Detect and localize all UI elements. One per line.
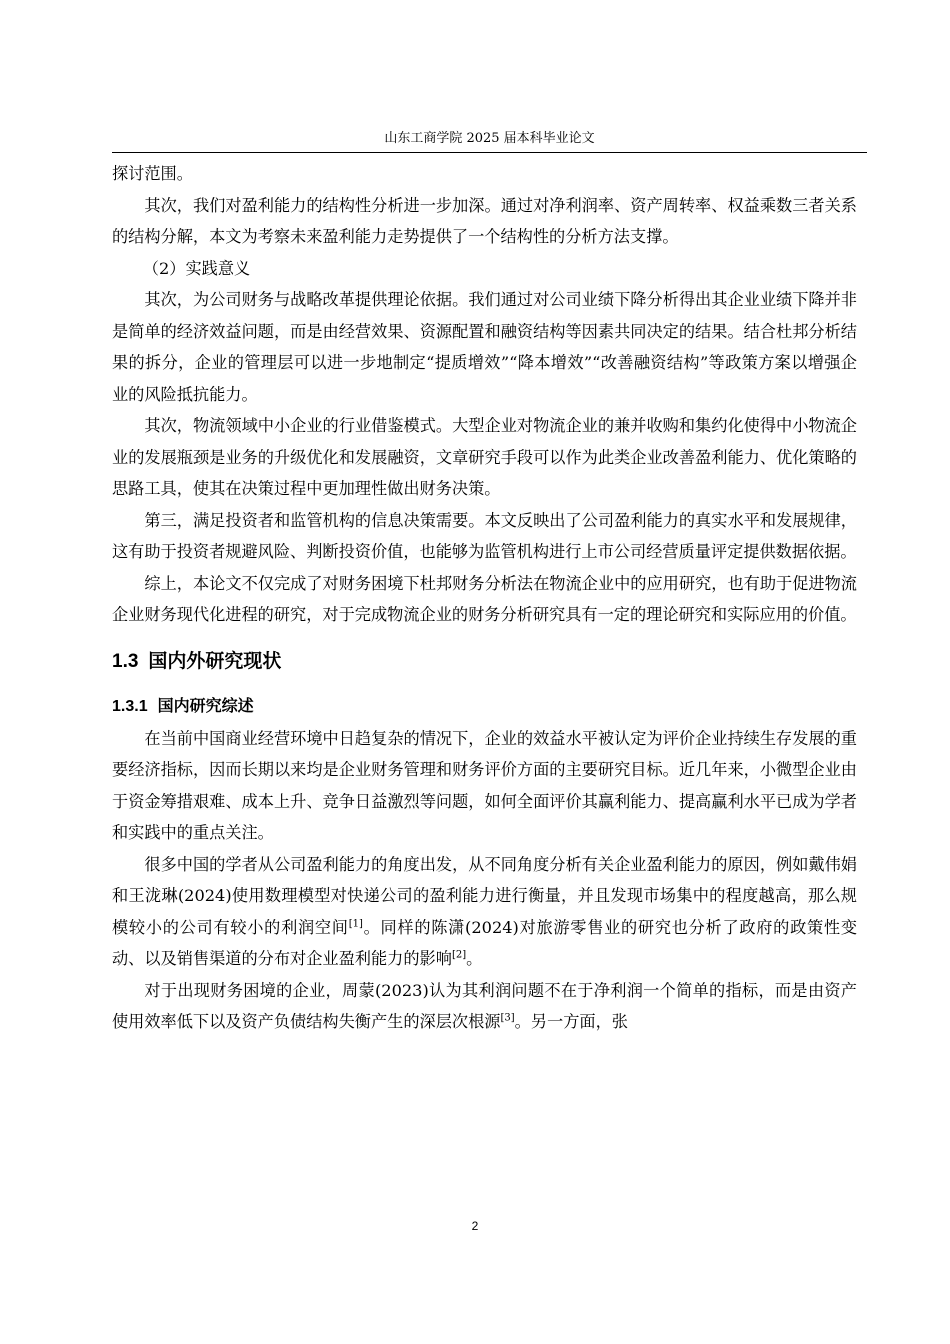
section-number: 1.3 (112, 650, 139, 672)
document-body (112, 158, 857, 1038)
page-number: 2 (471, 1219, 479, 1233)
subsection-title: 国内研究综述 (157, 697, 254, 715)
practice-significance-heading: （2）实践意义 (142, 258, 251, 278)
citation-ref[interactable]: [3] (500, 1012, 515, 1024)
paragraph-text: 对于出现财务困境的企业，周蒙(2023)认为其利润问题不在于净利润一个简单的指标，而是由资产使用效率低下以及资产负债结构失衡产生的深层次根源 (112, 980, 857, 1031)
paragraph: 在当前中国商业经营环境中日趋复杂的情况下，企业的效益水平被认定为评价企业持续生存发展的重要经济指标，因而长期以来均是企业财务管理和财务评价方面的主要研究目标。近几年来，小微型企业由于资金筹措艰难、成本上升、竞争日益激烈等问题，如何全面评价其赢利能力、提高赢利水平已成为学者和实践中的重点关注。 (112, 728, 857, 842)
paragraph-text: 很多中国的学者从公司盈利能力的角度出发，从不同角度分析有关企业盈利能力的原因，例如戴伟娟和王泷琳(2024)使用数理模型对快递公司的盈利能力进行衡量，并且发现市场集中的程度越高，那么规模较小的公司有较小的利润空间 (112, 854, 857, 937)
paragraph (112, 975, 857, 1038)
paragraph: 其次，为公司财务与战略改革提供理论依据。我们通过对公司业绩下降分析得出其企业业绩下降并非是简单的经济效益问题，而是由经营效果、资源配置和融资结构等因素共同决定的结果。结合杜邦分析结果的拆分，企业的管理层可以进一步地制定“提质增效”“降本增效”“改善融资结构”等政策方案以增强企业的风险抵抗能力。 (112, 290, 857, 404)
paragraph (112, 849, 857, 975)
page-header: 山东工商学院 2025 届本科毕业论文 (384, 131, 595, 146)
paragraph-text: 。同样的陈潇(2024)对旅游零售业的研究也分析了政府的政策性变动、以及销售渠道的分布对企业盈利能力的影响 (112, 917, 858, 968)
section-heading (112, 647, 857, 677)
paragraph-text: 。另一方面，张 (514, 1012, 628, 1031)
paragraph: 其次，我们对盈利能力的结构性分析进一步加深。通过对净利润率、资产周转率、权益乘数三者关系的结构分解，本文为考察未来盈利能力走势提供了一个结构性的分析方法支撑。 (112, 195, 857, 246)
citation-ref[interactable]: [1] (348, 918, 363, 930)
section-title: 国内外研究现状 (148, 650, 282, 672)
citation-ref[interactable]: [2] (451, 949, 467, 961)
paragraph: 探讨范围。 (112, 164, 193, 183)
subsection-heading (112, 691, 857, 723)
paragraph: 综上，本论文不仅完成了对财务困境下杜邦财务分析法在物流企业中的应用研究，也有助于促进物流企业财务现代化进程的研究，对于完成物流企业的财务分析研究具有一定的理论研究和实际应用的价值。 (112, 573, 857, 624)
paragraph-text: 。 (466, 949, 483, 968)
paragraph: 第三，满足投资者和监管机构的信息决策需要。本文反映出了公司盈利能力的真实水平和发展规律，这有助于投资者规避风险、判断投资价值，也能够为监管机构进行上市公司经营质量评定提供数据依据。 (112, 510, 857, 561)
header-rule (112, 152, 867, 153)
subsection-number: 1.3.1 (112, 697, 148, 715)
paragraph: 其次，物流领域中小企业的行业借鉴模式。大型企业对物流企业的兼并收购和集约化使得中小物流企业的发展瓶颈是业务的升级优化和发展融资，文章研究手段可以作为此类企业改善盈利能力、优化策略的思路工具，使其在决策过程中更加理性做出财务决策。 (112, 416, 857, 498)
